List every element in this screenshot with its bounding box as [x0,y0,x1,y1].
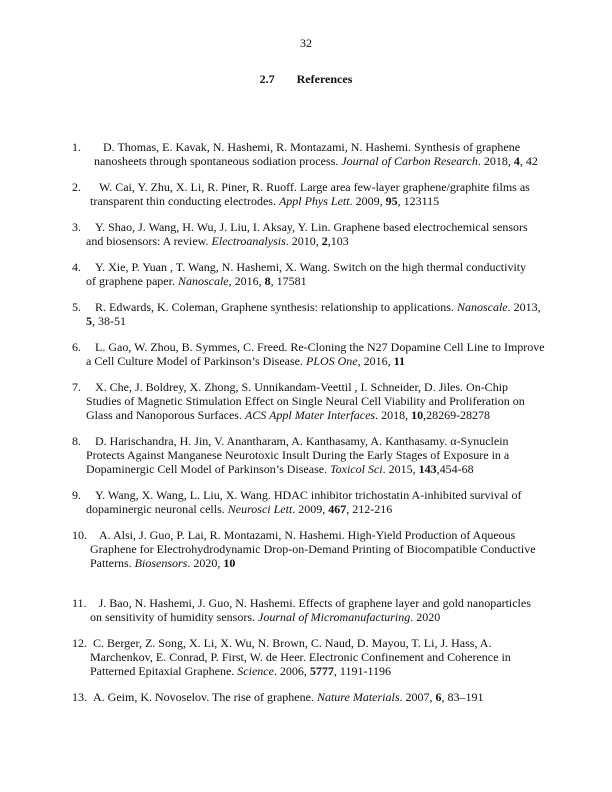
reference-text: , 17581 [270,274,307,288]
reference-text: A. Alsi, J. Guo, P. Lai, R. Montazami, N. Hashemi. High-Yield Production of Aqueous [99,528,516,542]
reference-line [72,448,542,462]
reference-text: Protects Against Manganese Neurotoxic Insult During the Early Stages of Exposure in a [86,448,510,462]
reference-number: 10. [72,528,87,542]
reference-text: X. Che, J. Boldrey, X. Zhong, S. Unnikandam-Veettil , I. Schneider, D. Jiles. On-Chip [95,380,509,394]
page-number: 32 [300,36,312,50]
reference-line [72,380,542,394]
reference-text: , 2016, [357,354,394,368]
reference-line [72,354,542,368]
reference-text: J. Bao, N. Hashemi, J. Guo, N. Hashemi. Effects of graphene layer and gold nanoparticles [98,596,531,610]
reference-line [72,408,542,422]
reference-item [72,434,542,476]
reference-number: 11. [72,596,87,610]
reference-text: D. Harischandra, H. Jin, V. Anantharam, A. Kanthasamy, A. Kanthasamy. α-Synuclein [95,434,509,448]
reference-line [72,650,542,664]
reference-text: A. Geim, K. Novoselov. The rise of graphene. [93,690,317,704]
reference-item [72,528,542,570]
reference-text: . 2007, [399,690,436,704]
reference-line [72,556,542,570]
reference-text: , 1191-1196 [333,664,392,678]
reference-text: . 2018, [375,408,412,422]
reference-item [72,140,542,168]
reference-line [72,314,542,328]
reference-line [72,542,542,556]
reference-number: 9. [72,488,81,502]
reference-text: Graphene for Electrohydrodynamic Drop-on-Demand Printing of Biocompatible Conductive [90,542,536,556]
reference-item [72,340,545,368]
section-number: 2.7 [259,72,275,86]
reference-text: W. Cai, Y. Zhu, X. Li, R. Piner, R. Ruoff. Large area few-layer graphene/graphite films as [99,180,530,194]
reference-item [72,300,542,328]
reference-text: dopaminergic neuronal cells. [86,502,228,516]
reference-line [72,260,542,274]
reference-number: 6. [72,340,81,354]
reference-line [72,664,542,678]
reference-text: , 2016, [228,274,265,288]
volume-number: 10 [223,556,236,570]
reference-line [72,502,542,516]
journal-name: Biosensors [134,556,188,570]
journal-name: PLOS One [305,354,358,368]
reference-line [72,300,542,314]
volume-number: 10 [411,408,424,422]
reference-text: Studies of Magnetic Stimulation Effect on Single Neural Cell Viability and Proliferation on [86,394,525,408]
reference-text: . 2006, [273,664,310,678]
journal-name: Science [237,664,274,678]
reference-item [72,220,542,248]
reference-text: . 2010, [285,234,322,248]
reference-text: of graphene paper. [86,274,178,288]
reference-line [72,140,542,154]
reference-text: R. Edwards, K. Coleman, Graphene synthesis: relationship to applications. [95,300,457,314]
reference-line [72,274,542,288]
reference-line [72,462,542,476]
journal-name: Electroanalysis [211,234,286,248]
reference-text: C. Berger, Z. Song, X. Li, X. Wu, N. Brown, C. Naud, D. Mayou, T. Li, J. Hass, A. [93,636,492,650]
volume-number: 467 [328,502,347,516]
journal-name: Journal of Micromanufacturing [258,610,411,624]
journal-name: Nature Materials [316,690,400,704]
reference-number: 4. [72,260,81,274]
reference-text: Y. Wang, X. Wang, L. Liu, X. Wang. HDAC inhibitor trichostatin A-inhibited survival of [95,488,522,502]
reference-text: transparent thin conducting electrodes. [90,194,279,208]
reference-text: D. Thomas, E. Kavak, N. Hashemi, R. Montazami, N. Hashemi. Synthesis of graphene [103,140,521,154]
reference-line [72,434,542,448]
reference-number: 2. [72,180,81,194]
reference-line [72,488,542,502]
journal-name: ACS Appl Mater Interfaces [244,408,376,422]
reference-line [72,690,542,704]
reference-text: , 123115 [397,194,440,208]
volume-number: 5 [86,314,92,328]
reference-number: 1. [72,140,81,154]
journal-name: Journal of Carbon Research [341,154,478,168]
reference-text: , 212-216 [346,502,393,516]
reference-text: . 2009, [349,194,386,208]
reference-text: Glass and Nanoporous Surfaces. [86,408,245,422]
reference-text: a Cell Culture Model of Parkinson’s Disease. [86,354,306,368]
reference-number: 7. [72,380,81,394]
reference-text: ,103 [327,234,349,248]
reference-text: on sensitivity of humidity sensors. [90,610,258,624]
reference-line [72,154,542,168]
reference-text: Dopaminergic Cell Model of Parkinson’s Disease. [86,462,331,476]
section-heading [0,72,612,87]
volume-number: 2 [321,234,328,248]
reference-text: Marchenkov, E. Conrad, P. First, W. de Heer. Electronic Confinement and Coherence in [90,650,511,664]
reference-number: 12. [72,636,87,650]
reference-item [72,596,542,624]
reference-line [72,220,542,234]
volume-number: 11 [393,354,405,368]
volume-number: 6 [435,690,442,704]
reference-line [72,528,542,542]
journal-name: Appl Phys Lett [278,194,350,208]
reference-text: , 42 [519,154,538,168]
reference-text: Patterned Epitaxial Graphene. [90,664,238,678]
reference-text: nanosheets through spontaneous sodiation process. [94,154,342,168]
reference-text: . 2009, [292,502,329,516]
reference-text: and biosensors: A review. [86,234,212,248]
reference-text: ,454-68 [436,462,474,476]
reference-text: . 2015, [382,462,419,476]
reference-number: 8. [72,434,81,448]
reference-line [72,234,542,248]
reference-item [72,180,542,208]
journal-name: , [507,154,514,168]
journal-name: Toxicol Sci [330,462,383,476]
reference-text: . 2013, [507,300,541,314]
reference-item [72,636,542,678]
reference-text: , 83–191 [441,690,484,704]
journal-name: Neurosci Lett [227,502,293,516]
reference-line [72,610,542,624]
reference-item [72,488,542,516]
reference-item [72,380,542,422]
reference-line [72,180,542,194]
reference-item [72,260,542,288]
reference-line [72,636,542,650]
reference-text: . 2018 [477,154,508,168]
reference-number: 3. [72,220,81,234]
volume-number: 95 [385,194,398,208]
reference-text: . 2020 [410,610,441,624]
reference-text: L. Gao, W. Zhou, B. Symmes, C. Freed. Re-Cloning the N27 Dopamine Cell Line to Improve [95,340,545,354]
reference-text: , 38-51 [92,314,126,328]
reference-line [72,194,542,208]
reference-line [72,340,545,354]
volume-number: 8 [264,274,271,288]
reference-text: . 2020, [187,556,224,570]
reference-text: Y. Shao, J. Wang, H. Wu, J. Liu, I. Aksay, Y. Lin. Graphene based electrochemical sensors [95,220,528,234]
journal-name: Nanoscale [456,300,508,314]
reference-text: Y. Xie, P. Yuan , T. Wang, N. Hashemi, X. Wang. Switch on the high thermal conductivity [95,260,527,274]
volume-number: 5777 [309,664,334,678]
reference-number: 5. [72,300,81,314]
volume-number: 4 [513,154,520,168]
reference-line [72,596,542,610]
reference-text: Patterns. [90,556,135,570]
reference-text: ,28269-28278 [423,408,491,422]
reference-number: 13. [72,690,87,704]
journal-name: Nanoscale [177,274,229,288]
reference-item [72,690,542,704]
section-title: References [296,72,353,86]
reference-line [72,394,542,408]
volume-number: 143 [418,462,437,476]
